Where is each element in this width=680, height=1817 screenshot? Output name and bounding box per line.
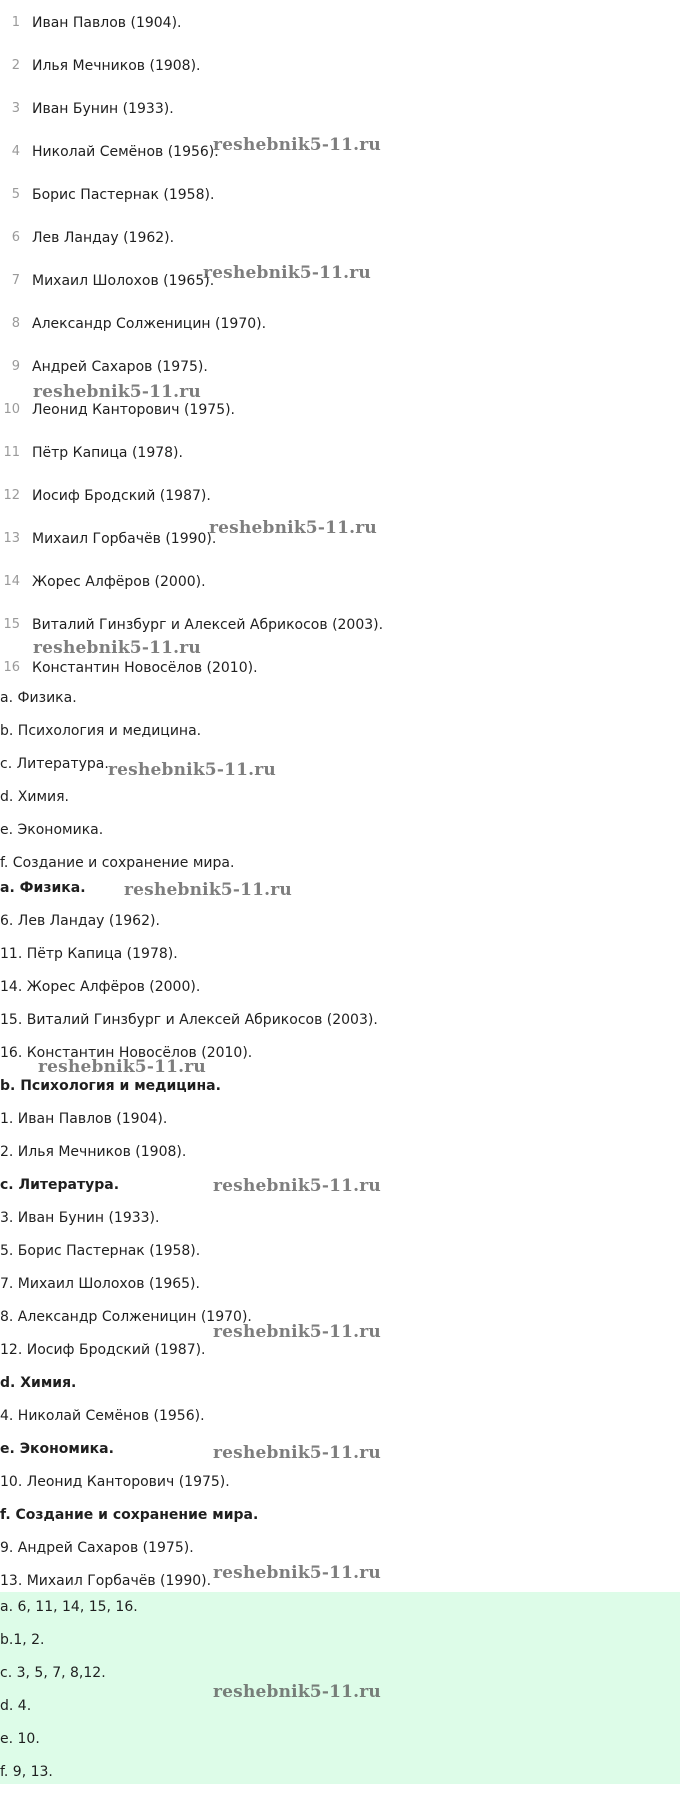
group-item: 12. Иосиф Бродский (1987).	[0, 1342, 206, 1358]
item-number: 14	[3, 574, 20, 589]
category-item: c. Литература.	[0, 756, 109, 772]
category-item: d. Химия.	[0, 789, 70, 805]
group-item: 14. Жорес Алфёров (2000).	[0, 979, 201, 995]
list-item	[0, 484, 680, 508]
item-number: 7	[11, 273, 20, 288]
item-number: 4	[11, 144, 20, 159]
list-item	[0, 11, 680, 35]
item-number: 6	[11, 230, 20, 245]
category-item: a. Физика.	[0, 690, 77, 706]
watermark: reshebnik5-11.ru	[213, 1443, 381, 1463]
watermark: reshebnik5-11.ru	[124, 880, 292, 900]
item-number: 9	[11, 359, 20, 374]
group-heading: b. Психология и медицина.	[0, 1078, 221, 1094]
item-text: Пётр Капица (1978).	[32, 445, 183, 461]
group-heading: d. Химия.	[0, 1375, 77, 1391]
item-text: Михаил Горбачёв (1990).	[32, 531, 217, 547]
answer-line: e. 10.	[0, 1731, 40, 1747]
list-item	[0, 226, 680, 250]
item-text: Иван Бунин (1933).	[32, 101, 174, 117]
item-text: Иван Павлов (1904).	[32, 15, 182, 31]
group-heading: f. Создание и сохранение мира.	[0, 1507, 259, 1523]
item-text: Лев Ландау (1962).	[32, 230, 175, 246]
list-item	[0, 269, 680, 293]
group-item: 7. Михаил Шолохов (1965).	[0, 1276, 200, 1292]
list-item	[0, 183, 680, 207]
list-item	[0, 398, 680, 422]
item-text: Николай Семёнов (1956).	[32, 144, 219, 160]
list-item	[0, 613, 680, 637]
item-text: Леонид Канторович (1975).	[32, 402, 236, 418]
item-text: Константин Новосёлов (2010).	[32, 660, 258, 676]
list-item	[0, 140, 680, 164]
watermark: reshebnik5-11.ru	[33, 382, 201, 402]
watermark: reshebnik5-11.ru	[213, 1322, 381, 1342]
watermark: reshebnik5-11.ru	[213, 1682, 381, 1702]
answer-line: d. 4.	[0, 1698, 32, 1714]
watermark: reshebnik5-11.ru	[213, 1176, 381, 1196]
item-number: 11	[3, 445, 20, 460]
list-item	[0, 312, 680, 336]
item-text: Иосиф Бродский (1987).	[32, 488, 211, 504]
group-item: 2. Илья Мечников (1908).	[0, 1144, 187, 1160]
list-item	[0, 656, 680, 680]
group-item: 3. Иван Бунин (1933).	[0, 1210, 160, 1226]
item-text: Жорес Алфёров (2000).	[32, 574, 206, 590]
item-number: 3	[11, 101, 20, 116]
item-number: 12	[3, 488, 20, 503]
item-number: 13	[3, 531, 20, 546]
category-item: b. Психология и медицина.	[0, 723, 202, 739]
answer-line: a. 6, 11, 14, 15, 16.	[0, 1599, 138, 1615]
item-number: 15	[3, 617, 20, 632]
category-item: f. Создание и сохранение мира.	[0, 855, 235, 871]
item-number: 16	[3, 660, 20, 675]
answer-line: b.1, 2.	[0, 1632, 45, 1648]
group-item: 5. Борис Пастернак (1958).	[0, 1243, 201, 1259]
list-item	[0, 527, 680, 551]
list-item	[0, 54, 680, 78]
category-item: e. Экономика.	[0, 822, 104, 838]
watermark: reshebnik5-11.ru	[33, 638, 201, 658]
group-item: 8. Александр Солженицин (1970).	[0, 1309, 252, 1325]
watermark: reshebnik5-11.ru	[213, 135, 381, 155]
group-item: 4. Николай Семёнов (1956).	[0, 1408, 205, 1424]
answer-box	[0, 1592, 680, 1784]
group-item: 9. Андрей Сахаров (1975).	[0, 1540, 194, 1556]
item-number: 2	[11, 58, 20, 73]
item-number: 5	[11, 187, 20, 202]
watermark: reshebnik5-11.ru	[108, 760, 276, 780]
item-number: 8	[11, 316, 20, 331]
list-item	[0, 441, 680, 465]
list-item	[0, 97, 680, 121]
item-text: Андрей Сахаров (1975).	[32, 359, 208, 375]
item-number: 1	[11, 15, 20, 30]
item-number: 10	[3, 402, 20, 417]
item-text: Михаил Шолохов (1965).	[32, 273, 215, 289]
item-text: Александр Солженицин (1970).	[32, 316, 267, 332]
watermark: reshebnik5-11.ru	[203, 263, 371, 283]
group-item: 1. Иван Павлов (1904).	[0, 1111, 168, 1127]
answer-line: c. 3, 5, 7, 8,12.	[0, 1665, 106, 1681]
item-text: Борис Пастернак (1958).	[32, 187, 215, 203]
group-item: 10. Леонид Канторович (1975).	[0, 1474, 230, 1490]
group-heading: a. Физика.	[0, 880, 86, 896]
group-item: 6. Лев Ландау (1962).	[0, 913, 160, 929]
item-text: Илья Мечников (1908).	[32, 58, 201, 74]
group-item: 16. Константин Новосёлов (2010).	[0, 1045, 253, 1061]
watermark: reshebnik5-11.ru	[213, 1563, 381, 1583]
group-heading: e. Экономика.	[0, 1441, 114, 1457]
answer-line: f. 9, 13.	[0, 1764, 53, 1780]
group-item: 13. Михаил Горбачёв (1990).	[0, 1573, 212, 1589]
item-text: Виталий Гинзбург и Алексей Абрикосов (2003).	[32, 617, 384, 633]
list-item	[0, 355, 680, 379]
watermark: reshebnik5-11.ru	[38, 1057, 206, 1077]
group-item: 11. Пётр Капица (1978).	[0, 946, 178, 962]
group-heading: c. Литература.	[0, 1177, 120, 1193]
group-item: 15. Виталий Гинзбург и Алексей Абрикосов (2003).	[0, 1012, 378, 1028]
list-item	[0, 570, 680, 594]
watermark: reshebnik5-11.ru	[209, 518, 377, 538]
